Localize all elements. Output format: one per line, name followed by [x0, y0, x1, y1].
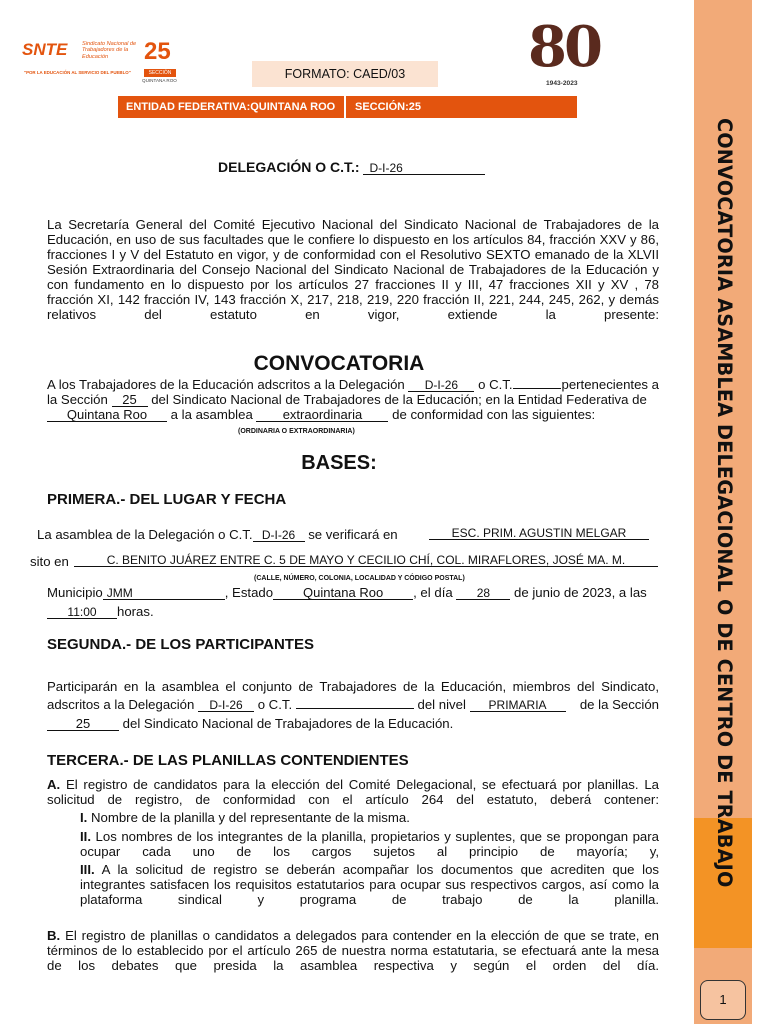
convocatoria-text: A los Trabajadores de la Educación adscritos a la Delegación — [47, 377, 405, 392]
day-field — [456, 587, 510, 600]
entity-bar-divider — [344, 96, 346, 118]
convocatoria-text: o C.T. — [478, 377, 513, 392]
segunda-text: o C.T. — [257, 697, 293, 712]
tercera-item-i-label: I. — [80, 810, 88, 825]
tercera-item-ii-label: II. — [80, 829, 91, 844]
primera-text: horas. — [117, 604, 154, 619]
convocatoria-ct-field — [513, 388, 561, 389]
convocatoria-delegation-field — [408, 379, 474, 392]
primera-text: , Estado — [224, 585, 274, 600]
delegation-label: DELEGACIÓN O C.T.: — [218, 159, 360, 175]
convocatoria-text: a la asamblea — [170, 407, 253, 422]
municipality-value: JMM — [106, 586, 133, 600]
convocatoria-text: de conformidad con las siguientes: — [392, 407, 596, 422]
intro-paragraph: La Secretaría General del Comité Ejecutivo Nacional del Sindicato Nacional de Trabajadores de la Educación, en uso de sus facultades que le confiere lo dispuesto en los artículos 84, fracción XXV y 86, fracciones I y V del Estatuto en vigor, y de conformidad con el Resolutivo SEXTO emanado de la XLVII Sesión Extraordinaria del Consejo Nacional del Sindicato Nacional de Trabajadores de la Educación y con fundamento en lo dispuesto por los artículos 27 fracciones II y III, 47 fracciones XII y XV , 78 fracción XI, 142 fracción IV, 143 fracción X, 217, 218, 219, 220 fracción II, 221, 244, 245, 262, y demás relativos del estatuto en vigor, extiende la presente: — [47, 217, 659, 322]
tercera-item-b-text: El registro de planillas o candidatos a delegados para contender en la elección de que se trate, en términos de lo establecido por el artículo 265 de nuestra norma estatutaria, se efectuará ante la mesa de los debates que presida la asamblea respectiva y según el orden del día. — [47, 928, 660, 973]
tercera-item-b-label: B. — [47, 928, 61, 943]
tercera-item-a-label: A. — [47, 777, 61, 792]
entity-section-bar — [118, 96, 577, 118]
assembly-type-value: extraordinaria — [282, 407, 363, 422]
level-value: PRIMARIA — [488, 698, 547, 712]
tercera-heading: TERCERA.- DE LAS PLANILLAS CONTENDIENTES — [47, 752, 409, 769]
address-field — [74, 554, 658, 567]
convocatoria-section-field — [112, 394, 148, 407]
school-field — [429, 527, 649, 540]
segunda-heading: SEGUNDA.- DE LOS PARTICIPANTES — [47, 636, 314, 653]
assembly-type-field — [256, 409, 388, 422]
primera-heading: PRIMERA.- DEL LUGAR Y FECHA — [47, 491, 287, 508]
convocatoria-text: del Sindicato Nacional de Trabajadores de la Educación; en la Entidad Federativa de — [151, 392, 647, 407]
primera-line-2 — [30, 554, 660, 569]
anniversary-logo-years: 1943-2023 — [546, 80, 578, 87]
convocatoria-text: pertenecientes a — [561, 377, 659, 392]
segunda-text: del Sindicato Nacional de Trabajadores de la Educación. — [122, 716, 454, 731]
convocatoria-entity-field — [47, 409, 167, 422]
primera-text: , el día — [413, 585, 453, 600]
state-field — [273, 587, 413, 600]
tercera-item-ii-text: Los nombres de los integrantes de la planilla, propietarios y suplentes, que se propongan para ocupar cada uno de los cargos sujetos al principio de mayoría; y, — [80, 829, 659, 859]
section-label: SECCIÓN:25 — [355, 101, 422, 113]
snte-logo-section-label: SECCIÓN — [144, 69, 176, 77]
segunda-text: de la Sección — [579, 697, 659, 712]
address-value: C. BENITO JUÁREZ ENTRE C. 5 DE MAYO Y CECILIO CHÍ, COL. MIRAFLORES, JOSÉ MA. M. — [106, 553, 626, 567]
convocatoria-title: CONVOCATORIA — [253, 352, 425, 375]
convocatoria-entity-value: Quintana Roo — [66, 407, 148, 422]
segunda-line-1: Participarán en la asamblea el conjunto de Trabajadores de la Educación, miembros del Sindicato, — [47, 679, 659, 694]
segunda-delegation-value: D-I-26 — [209, 698, 243, 712]
day-value: 28 — [476, 586, 491, 600]
convocatoria-line-3 — [47, 407, 659, 422]
segunda-text: adscritos a la Delegación — [47, 697, 195, 712]
tercera-item-iii — [80, 862, 659, 922]
primera-line-3 — [47, 585, 659, 600]
delegation-line — [218, 160, 485, 175]
delegation-value: D-I-26 — [369, 161, 403, 175]
tercera-item-b — [47, 928, 659, 988]
tercera-item-i — [80, 810, 659, 825]
tercera-item-a-text: El registro de candidatos para la elección del Comité Delegacional, se efectuará por planillas. La solicitud de registro, de conformidad con el artículo 264 del estatuto, deberá contener: — [47, 777, 659, 807]
primera-text: de junio de 2023, a las — [514, 585, 647, 600]
primera-text: La asamblea de la Delegación o C.T. — [37, 527, 253, 542]
primera-delegation-field — [253, 529, 305, 542]
side-banner-title-box — [694, 118, 752, 948]
segunda-section-field — [47, 718, 119, 731]
snte-logo-section-number: 25 — [144, 38, 171, 65]
convocatoria-line-2 — [47, 392, 659, 407]
primera-line-1 — [37, 527, 659, 542]
form-code-label: FORMATO: CAED/03 — [252, 61, 438, 87]
convocatoria-section-value: 25 — [122, 392, 137, 407]
snte-logo-subtitle: Sindicato Nacional de Trabajadores de la Educación — [82, 41, 137, 60]
page-number: 1 — [700, 980, 746, 1020]
snte-logo-wordmark: SNTE — [22, 40, 68, 59]
anniversary-logo-number: 80 — [528, 14, 600, 80]
snte-logo-motto: "POR LA EDUCACIÓN AL SERVICIO DEL PUEBLO" — [24, 70, 131, 75]
primera-text: sito en — [30, 554, 69, 569]
snte-logo — [22, 40, 182, 88]
side-banner-title: CONVOCATORIA ASAMBLEA DELEGACIONAL O DE CENTRO DE TRABAJO — [713, 118, 736, 888]
level-field — [470, 699, 566, 712]
primera-delegation-value: D-I-26 — [261, 528, 296, 542]
municipality-field — [103, 587, 225, 600]
bases-title: BASES: — [301, 452, 377, 474]
convocatoria-text: la Sección — [47, 392, 108, 407]
primera-text: se verificará en — [308, 527, 398, 542]
tercera-item-iii-text: A la solicitud de registro se deberán acompañar los documentos que acrediten que los integrantes satisfacen los requisitos estatutarios para ocupar sus respectivos cargos, así como la plataforma sindical y programa de trabajo de la planilla. — [80, 862, 659, 907]
primera-text: Municipio — [47, 585, 103, 600]
address-hint: (CALLE, NÚMERO, COLONIA, LOCALIDAD Y CÓDIGO POSTAL) — [254, 575, 465, 582]
snte-logo-section-state: QUINTANA ROO — [142, 78, 177, 83]
entity-label: ENTIDAD FEDERATIVA:QUINTANA ROO — [126, 101, 336, 113]
convocatoria-line-1 — [47, 377, 659, 392]
school-value: ESC. PRIM. AGUSTIN MELGAR — [451, 526, 627, 540]
tercera-item-iii-label: III. — [80, 862, 95, 877]
segunda-section-value: 25 — [75, 716, 91, 731]
segunda-line-2 — [47, 697, 659, 712]
assembly-type-hint: (ORDINARIA O EXTRAORDINARIA) — [238, 428, 355, 435]
segunda-text: del nivel — [417, 697, 466, 712]
time-field — [47, 606, 117, 619]
delegation-field — [363, 162, 485, 175]
primera-line-4 — [47, 604, 154, 619]
convocatoria-delegation-value: D-I-26 — [424, 378, 459, 392]
anniversary-logo — [526, 14, 606, 88]
segunda-ct-field — [296, 708, 414, 709]
segunda-line-3 — [47, 716, 659, 731]
state-value: Quintana Roo — [302, 585, 384, 600]
tercera-item-i-text: Nombre de la planilla y del representante de la misma. — [91, 810, 410, 825]
segunda-delegation-field — [198, 699, 254, 712]
time-value: 11:00 — [67, 605, 97, 619]
